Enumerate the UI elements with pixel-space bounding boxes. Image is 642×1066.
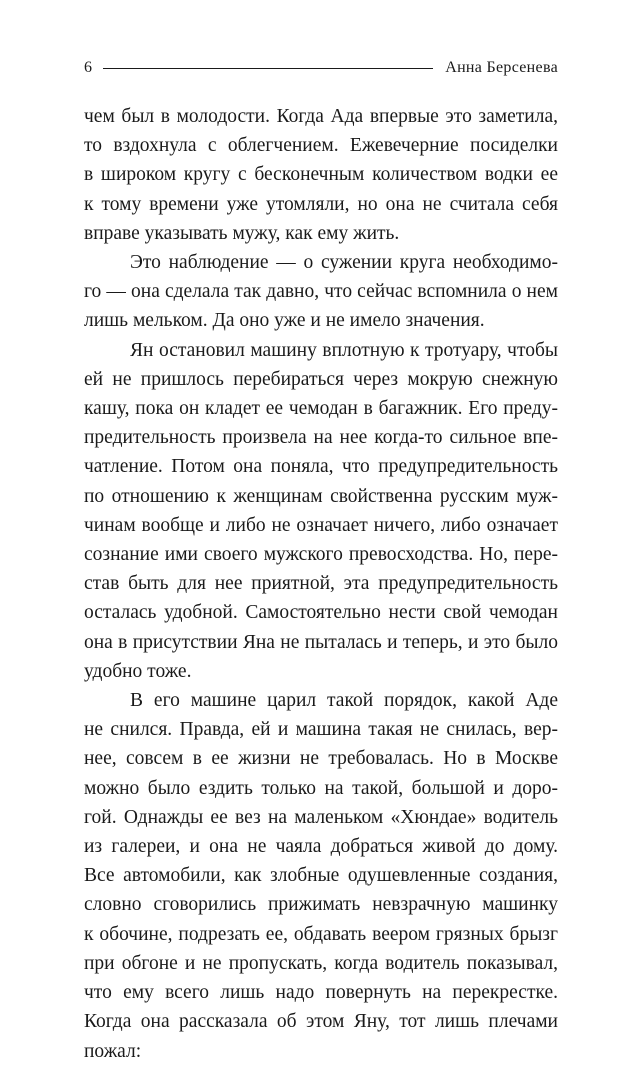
- text-line: при обгоне и не пропускать, когда водитель показывал,: [84, 952, 558, 974]
- text-line: словно сговорились прижимать невзрачную машинку: [84, 894, 558, 916]
- text-line: став быть для нее приятной, эта предупредительность: [84, 573, 558, 595]
- text-line: Все автомобили, как злобные одушевленные создания,: [84, 865, 558, 887]
- text-line: кашу, пока он кладет ее чемодан в багажник. Его преду-: [84, 398, 558, 420]
- text-line: осталась удобной. Самостоятельно нести свой чемодан: [84, 602, 558, 624]
- running-header: [84, 56, 558, 80]
- text-line: удобно тоже.: [84, 660, 192, 682]
- text-line: Это наблюдение — о сужении круга необходимо-: [130, 252, 558, 274]
- text-line: чем был в молодости. Когда Ада впервые это заметила,: [84, 106, 558, 127]
- body-text: [84, 102, 558, 1066]
- text-line: сознание ими своего мужского превосходства. Но, пере-: [84, 544, 558, 566]
- text-line: чинам вообще и либо не означает ничего, либо означает: [84, 514, 558, 536]
- text-line: лишь мельком. Да оно уже и не имело значения.: [84, 310, 485, 332]
- text-line: она в присутствии Яна не пыталась и теперь, и это было: [84, 631, 558, 653]
- running-title: Анна Берсенева: [445, 59, 558, 76]
- text-line: по отношению к женщинам свойственна русским муж-: [84, 485, 558, 507]
- text-line: предительность произвела на нее когда-то сильное впе-: [84, 427, 558, 449]
- text-line: гой. Однажды ее вез на маленьком «Хюндае» водитель: [84, 806, 558, 828]
- text-line: в широком кругу с бесконечным количеством водки ее: [84, 164, 558, 186]
- header-rule: [103, 68, 434, 69]
- text-line: то вздохнула с облегчением. Ежевечерние посиделки: [84, 135, 558, 157]
- text-line: пожал:: [84, 1040, 142, 1062]
- text-line: к тому времени уже утомляли, но она не считала себя: [84, 193, 558, 215]
- text-line: нее, совсем в ее жизни не требовалась. Но в Москве: [84, 748, 558, 770]
- text-line: го — она сделала так давно, что сейчас вспомнила о нем: [84, 281, 558, 303]
- text-line: не снился. Правда, ей и машина такая не снилась, вер-: [84, 719, 558, 741]
- text-line: можно было ездить только на такой, большой и доро-: [84, 777, 558, 799]
- text-line: к обочине, подрезать ее, обдавать веером грязных брызг: [84, 923, 558, 945]
- text-line: из галереи, и она не чаяла добраться живой до дому.: [84, 836, 558, 858]
- text-line: чатление. Потом она поняла, что предупредительность: [84, 456, 558, 478]
- text-line: Когда она рассказала об этом Яну, тот лишь плечами: [84, 1011, 558, 1033]
- text-line: вправе указывать мужу, как ему жить.: [84, 222, 400, 244]
- text-line: Ян остановил машину вплотную к тротуару, чтобы: [130, 339, 558, 361]
- text-line: В его машине царил такой порядок, какой Аде: [130, 690, 558, 712]
- page-number: 6: [84, 59, 93, 76]
- text-line: ей не пришлось перебираться через мокрую снежную: [84, 368, 558, 390]
- text-line: что ему всего лишь надо повернуть на перекрестке.: [84, 982, 558, 1004]
